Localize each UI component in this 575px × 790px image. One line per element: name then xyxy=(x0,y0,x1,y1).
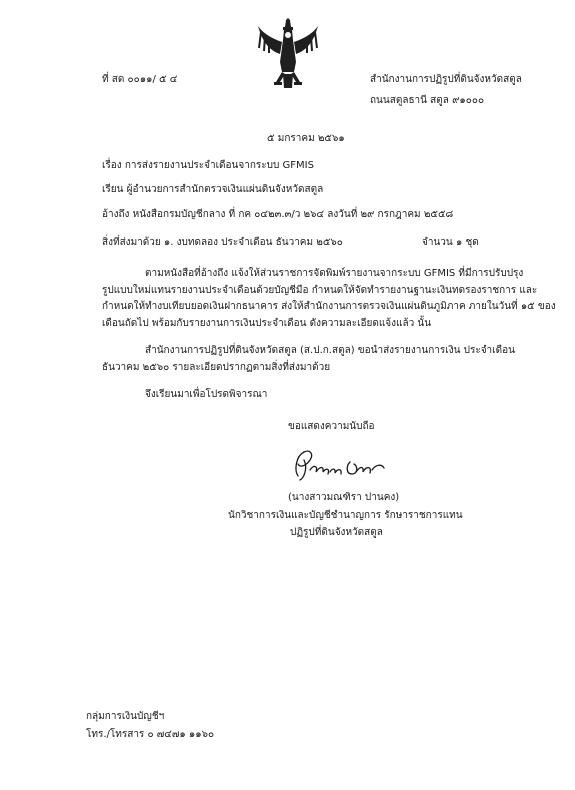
addressee-line: เรียน ผู้อำนวยการสำนักตรวจเงินแผ่นดินจังหวัดสตูล xyxy=(102,184,324,195)
body-paragraph-3: จึงเรียนมาเพื่อโปรดพิจารณา xyxy=(145,389,268,400)
signatory-name: (นางสาวมณฑิรา ปานคง) xyxy=(288,492,400,503)
enclosure-quantity: จำนวน ๑ ชุด xyxy=(422,237,479,248)
body-paragraph-1-line-4: เดือนถัดไป พร้อมกับรายงานการเงินประจำเดือน ดังความละเอียดแจ้งแล้ว นั้น xyxy=(102,318,432,329)
office-name: สำนักงานการปฏิรูปที่ดินจังหวัดสตูล xyxy=(370,74,522,85)
body-paragraph-1-line-3: กำหนดให้ทำงบเทียบยอดเงินฝากธนาคาร ส่งให้สำนักงานการตรวจเงินแผ่นดินภูมิภาค ภายในวันที่ ๑๕ ของ xyxy=(102,301,556,312)
letter-date: ๕ มกราคม ๒๕๖๑ xyxy=(267,133,345,144)
signatory-position-2: ปฏิรูปที่ดินจังหวัดสตูล xyxy=(290,527,383,538)
footer-phone: โทร./โทรสาร ๐ ๗๔๗๑ ๑๑๖๐ xyxy=(86,729,215,740)
body-paragraph-1-line-2: รูปแบบใหม่แทนรายงานประจำเดือนด้วยบัญชีมือ กำหนดให้จัดทำรายงานฐานะเงินทดรองราชการ และ xyxy=(102,285,538,296)
signatory-position: นักวิชาการเงินและบัญชีชำนาญการ รักษาราชการแทน xyxy=(228,510,463,521)
body-paragraph-1-line-1: ตามหนังสือที่อ้างถึง แจ้งให้ส่วนราชการจัดพิมพ์รายงานจากระบบ GFMIS ที่มีการปรับปรุง xyxy=(145,268,524,279)
document-number: ที่ สด ๐๐๑๑/ ๕ ๔ xyxy=(102,74,178,85)
enclosure-line: สิ่งที่ส่งมาด้วย ๑. งบทดลอง ประจำเดือน ธันวาคม ๒๕๖๐ xyxy=(102,237,343,248)
reference-line: อ้างถึง หนังสือกรมบัญชีกลาง ที่ กค ๐๔๒๓.๓/ว ๒๖๔ ลงวันที่ ๒๙ กรกฎาคม ๒๕๕๘ xyxy=(102,209,454,220)
garuda-emblem-icon xyxy=(256,18,320,90)
closing-salutation: ขอแสดงความนับถือ xyxy=(288,421,375,432)
office-address: ถนนสตูลธานี สตูล ๙๑๐๐๐ xyxy=(370,95,485,106)
body-paragraph-2-line-2: ธันวาคม ๒๕๖๐ รายละเอียดปรากฏตามสิ่งที่ส่งมาด้วย xyxy=(102,362,331,373)
subject-line: เรื่อง การส่งรายงานประจำเดือนจากระบบ GFMIS xyxy=(102,160,314,171)
footer-department: กลุ่มการเงินบัญชีฯ xyxy=(86,711,165,722)
handwritten-signature xyxy=(290,446,390,484)
body-paragraph-2-line-1: สำนักงานการปฏิรูปที่ดินจังหวัดสตูล (ส.ป.ก.สตูล) ขอนำส่งรายงานการเงิน ประจำเดือน xyxy=(145,345,515,356)
